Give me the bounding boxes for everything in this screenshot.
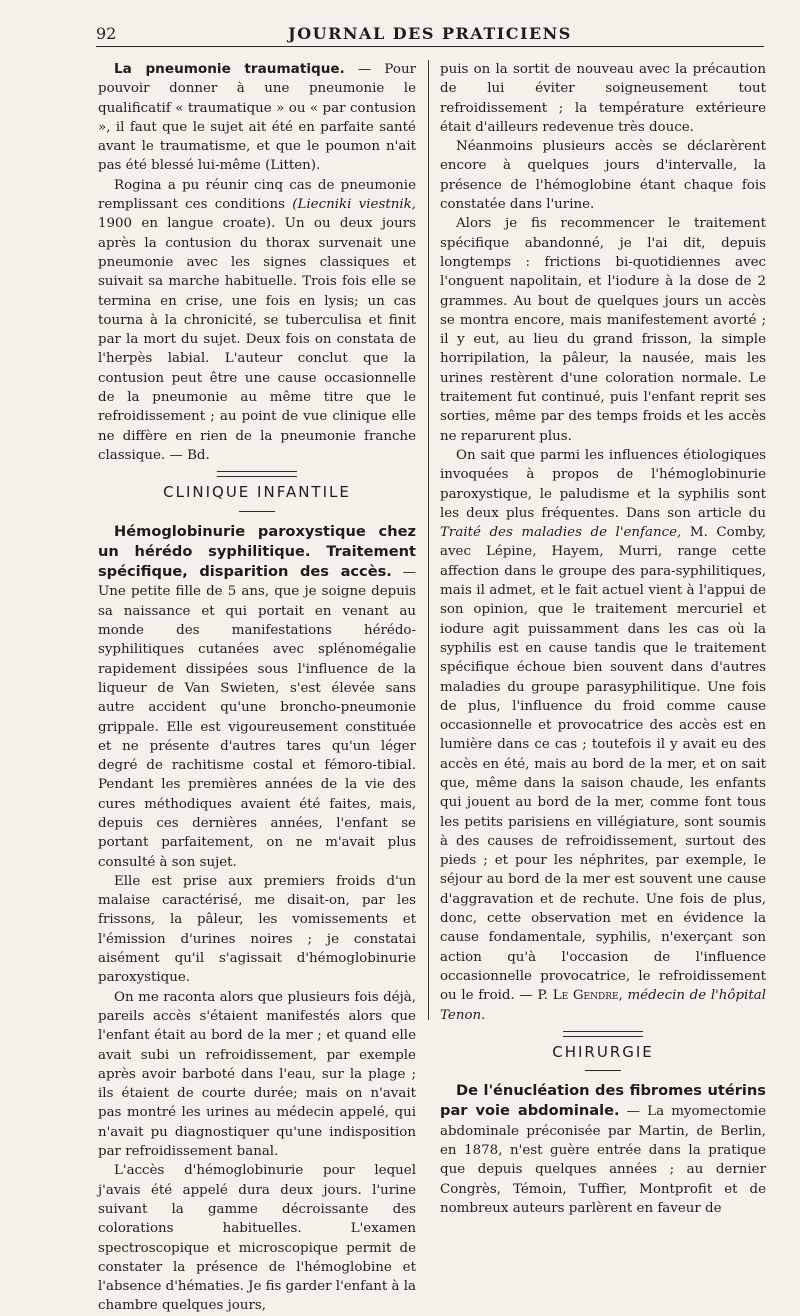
author-affiliation: médecin de l'hôpital Tenon. — [440, 988, 766, 1023]
article-pneumonie-title: La pneumonie traumatique. — [114, 61, 345, 77]
right-column — [440, 60, 766, 1216]
article-hemoglobinurie-p2: Elle est prise aux premiers froids d'un malaise caractérisé, me disait-on, par les frissons, la pâleur, les vomissements et l'émission d'urines noires ; je constatai aisément qu'il s'agissait d'hémoglobinurie paroxystique. — [98, 873, 416, 986]
section-title-underline — [98, 511, 416, 512]
article-hemoglobinurie-p7: Alors je fis recommencer le traitement spécifique abandonné, je l'ai dit, depuis longtemps : frictions bi-quotidiennes avec l'onguent napolitain, et l'iodure à la dose de 2 grammes. Au bout de quelques jours un accès se montra encore, mais manifestement avorté ; il y eut, au lieu du grand frisson, la simple horripilation, la pâleur, la nausée, mais les urines restèrent d'une coloration normale. Le traitement fut continué, puis l'enfant reprit ses sorties, même par des temps froids et les accès ne reparurent plus. — [440, 216, 766, 444]
left-column — [98, 60, 417, 1314]
journal-title: JOURNAL DES PRATICIENS — [288, 23, 572, 43]
article-pneumonie-p1: La pneumonie traumatique. — Pour pouvoir donner à une pneumonie le qualificatif « traumatique » ou « par contusion », il faut que le sujet ait été en parfaite santé avant le traumatisme, et que le poumon n'ait pas été blessé lui-même (Litten). — [98, 61, 416, 174]
author-signature: P. Le Gendre, — [537, 988, 623, 1004]
article-hemoglobinurie-headline: Hémoglobinurie paroxystique chez un hérédo syphilitique. Traitement spécifique, disparition des accès. — [98, 522, 416, 581]
article-hemoglobinurie-p1: Hémoglobinurie paroxystique chez un hérédo syphilitique. Traitement spécifique, disparition des accès. — Une petite fille de 5 ans, que je soigne depuis sa naissance et qui portait en venant au monde des manifestations hérédo-syphilitiques cutanées avec splénomégalie rapidement dissipées sous l'influence de la liqueur de Van Swieten, s'est élevée sans autre accident qu'une broncho-pneumonie grippale. Elle est vigoureusement constituée et ne présente d'autres tares qu'un léger degré de rachitisme costal et fémoro-tibial. Pendant les premières années de la vie des cures méthodiques avaient été faites, mais, depuis ces dernières années, l'enfant se portant parfaitement, on ne m'avait plus consulté à son sujet. — [98, 522, 416, 870]
section-ornament — [98, 471, 416, 477]
article-hemoglobinurie-p4: L'accès d'hémoglobinurie pour lequel j'avais été appelé dura deux jours. l'urine suivant la gamme décroissante des colorations habituelles. L'examen spectroscopique et microscopique permit de constater la présence de l'hémoglobine et l'absence d'hématies. Je fis garder l'enfant à la chambre quelques jours, — [98, 1163, 417, 1314]
article-fibromes-p1: De l'énucléation des fibromes utérins par voie abdominale. — La myomectomie abdominale préconisée par Martin, de Berlin, en 1878, n'est guère entrée dans la pratique que depuis quelques années ; au dernier Congrès, Témoin, Tuffier, Montprofit et de nombreux auteurs parlèrent en faveur de — [440, 1082, 766, 1216]
source-citation: Traité des maladies de l'enfance, — [440, 525, 682, 541]
article-hemoglobinurie-p6: Néanmoins plusieurs accès se déclarèrent encore à quelques jours d'intervalle, la présence de l'hémoglobine étant chaque fois constatée dans l'urine. — [440, 139, 766, 213]
section-ornament — [440, 1031, 766, 1037]
page-number: 92 — [96, 23, 117, 43]
article-hemoglobinurie-p3: On me raconta alors que plusieurs fois déjà, pareils accès s'étaient manifestés alors que l'enfant était au bord de la mer ; et quand elle avait subi un refroidissement, par exemple après avoir barboté dans l'eau, sur la plage ; ils étaient de courte durée; mais on n'avait pas montré les urines au médecin appelé, qui n'avait pu diagnostiquer qu'une indisposition par refroidissement banal. — [98, 989, 416, 1160]
article-fibromes-headline: De l'énucléation des fibromes utérins par voie abdominale. — [440, 1082, 766, 1120]
section-title-chirurgie: CHIRURGIE — [552, 1042, 654, 1061]
column-divider — [428, 60, 429, 1020]
article-hemoglobinurie-p8: On sait que parmi les influences étiologiques invoquées à propos de l'hémoglobinurie paroxystique, le paludisme et la syphilis sont les deux plus fréquentes. Dans son article du Traité des maladies de l'enfance, M. Comby, avec Lépine, Hayem, Murri, range cette affection dans le groupe des para-syphilitiques, mais il admet, et le fait actuel vient à l'appui de son opinion, que le traitement mercuriel et iodure agit puissamment dans les cas où la syphilis est en cause tandis que le traitement spécifique échoue bien souvent dans d'autres maladies du groupe parasyphilitique. Une fois de plus, l'influence du froid comme cause occasionnelle et provocatrice des accès est en lumière dans ce cas ; toutefois il y avait eu des accès en été, mais au bord de la mer, et on sait que, même dans la saison chaude, les enfants qui jouent au bord de la mer, comme font tous les petits parisiens en villégiature, sont soumis à des causes de refroidissement, surtout des pieds ; et pour les néphrites, par exemple, le séjour au bord de la mer est souvent une cause d'aggravation et de rechute. Une fois de plus, donc, cette observation met en évidence la cause fondamentale, syphilis, n'exerçant son action qu'à l'occasion de l'influence occasionnelle provocatrice, le refroidissement ou le froid. — P. Le Gendre, médecin de l'hôpital Tenon. — [440, 447, 766, 1023]
article-pneumonie-p2: Rogina a pu réunir cinq cas de pneumonie remplissant ces conditions (Liecniki viestnik, 1900 en langue croate). Un ou deux jours après la contusion du thorax survenait une pneumonie avec les signes classiques et suivait sa marche habituelle. Trois fois elle se termina en crise, une fois en lysis; un cas tourna à la chronicité, se tuberculisa et finit par la mort du sujet. Deux fois on constata de l'herpès labial. L'auteur conclut que la contusion peut être une cause occasionnelle de la pneumonie au même titre que le refroidissement ; au point de vue clinique elle ne diffère en rien de la pneumonie franche classique. — Bd. — [98, 177, 416, 463]
article-hemoglobinurie-p5: puis on la sortit de nouveau avec la précaution de lui éviter soigneusement tout refroidissement ; la température extérieure était d'ailleurs redevenue très douce. — [440, 62, 766, 135]
source-citation: (Liecniki viestnik, — [292, 197, 416, 213]
section-title-clinique-infantile: CLINIQUE INFANTILE — [163, 483, 351, 502]
running-head — [96, 20, 764, 47]
section-title-underline — [440, 1070, 766, 1071]
